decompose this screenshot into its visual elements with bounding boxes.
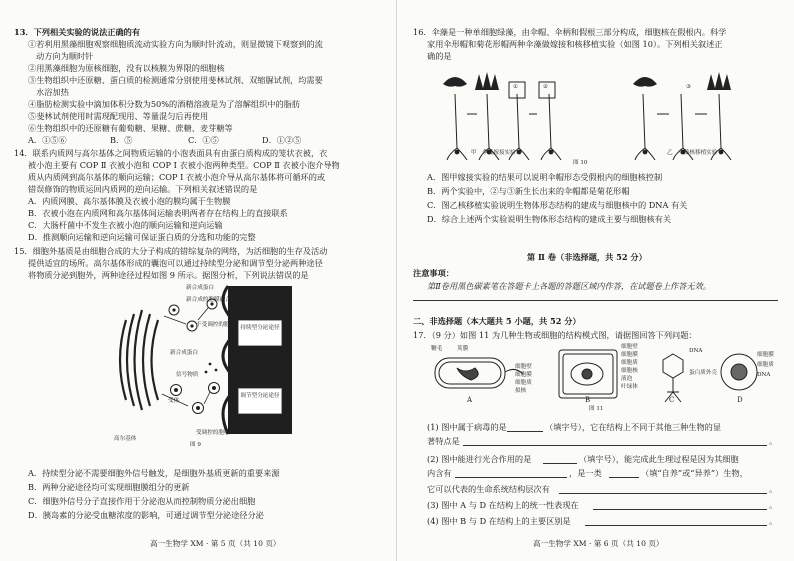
answer-blank[interactable] — [455, 477, 567, 478]
fig11-label: 细胞膜 — [515, 372, 532, 378]
section2-title: 二、非选择题（本大题共 5 小题，共 52 分） — [413, 316, 581, 326]
q17-2b-post: （填“自养”或“异养”）生物， — [641, 468, 748, 478]
fig11-letter-d: D — [737, 396, 743, 404]
q15-stem: 提供适宜的场所。高尔基体形成的囊泡可以通过持续型分泌和调节型分泌两种途径 — [28, 258, 323, 268]
fig11-label: 细胞质 — [757, 362, 774, 368]
q17-1-mid: （填字号），它在结构上不同于其他三种生物的显 — [545, 422, 722, 432]
q14-stem: 14．联系内质网与高尔基体之间物质运输的小泡表面具有由蛋白质构成的笼状衣被，衣 — [14, 148, 328, 158]
fig9-label: 受体 — [168, 398, 180, 404]
fig10-jia-label: 甲 伞藻嫁接实验 — [471, 150, 516, 156]
q13-option-c: C．①⑤ — [188, 135, 219, 145]
answer-blank[interactable] — [543, 463, 577, 464]
fig11-caption: 图 11 — [589, 406, 604, 412]
q15-stem: 将物质分泌到胞外，两种途径过程如图 9 所示。据图分析，下列说法错误的是 — [28, 270, 309, 280]
q14-stem: 错误修饰的物质运回内质网的逆向运输。下列相关叙述错误的是 — [28, 184, 258, 194]
fig11-label: 拟核 — [515, 388, 527, 394]
q14-option-c: C．大肠杆菌中不发生衣被小泡的顺向运输和逆向运输 — [28, 220, 223, 230]
fig11-label: 细胞膜 — [621, 352, 638, 358]
q14-stem: 质从内质网到高尔基体的顺向运输；COP Ⅰ 衣被小泡介导从高尔基体将可循环的或 — [28, 172, 326, 182]
fig11-letter-c: C — [669, 396, 675, 404]
q13-option-b: B．⑤ — [110, 135, 133, 145]
fig11-letter-b: B — [585, 396, 591, 404]
fig10-caption: 图 10 — [573, 160, 588, 166]
fig9-regulated-label: 调节型分泌途径 — [240, 393, 280, 399]
fig11-label: 叶绿体 — [621, 384, 638, 390]
fig11-label: 细胞质 — [621, 360, 638, 366]
fig11-label: 细胞核 — [621, 368, 638, 374]
divider — [413, 300, 778, 301]
fig11-label: DNA — [689, 348, 703, 354]
fig9-label: 不受调控的胞吐 — [196, 322, 236, 328]
q16-option-a: A．图甲嫁接实验的结果可以说明伞帽形态受假根内的细胞核控制 — [427, 172, 663, 182]
q15-option-b: B．两种分泌途径均可实现细胞膜组分的更新 — [28, 482, 190, 492]
fig11-label: 细胞壁 — [621, 344, 638, 350]
q13-stem: 13．下列相关实验的说法正确的有 — [14, 27, 141, 37]
fig9-label: 新合成蛋白 — [186, 285, 214, 291]
q17-3-pre: (3) 图中 A 与 D 在结构上的统一性表现在 — [427, 500, 579, 510]
q13-item: ②用黑藻细胞为原核细胞，没有以核膜为界限的细胞核 — [28, 63, 225, 73]
fig11-label: 细胞质 — [515, 380, 532, 386]
fig11-label: 蛋白质外壳 — [689, 370, 717, 376]
fig10-number: ③ — [686, 84, 692, 90]
fig11-label: 荚膜 — [457, 346, 469, 352]
q13-option-a: A．①⑤⑥ — [28, 135, 67, 145]
q17-2c-pre: 它可以代表的生命系统结构层次有 — [427, 484, 550, 494]
q15-stem: 15．细胞外基质是由细胞合成的大分子构成的错综复杂的网络，为活细胞的生存及活动 — [14, 246, 328, 256]
q15-option-a: A．持续型分泌不需要细胞外信号触发，是细胞外基质更新的重要来源 — [28, 468, 280, 478]
q17-1-pre: (1) 图中属于病毒的是 — [427, 422, 507, 432]
page-6 — [397, 0, 794, 561]
q16-stem: 家用伞形帽和菊花形帽两种伞藻做嫁接和核移植实验（如图 10）。下列相关叙述正 — [427, 39, 723, 49]
q13-item: ③生物组织中还原糖、蛋白质的检测通常分别使用斐林试剂、双缩脲试剂，均需要 — [28, 75, 323, 85]
q14-option-d: D．推测顺向运输和逆向运输可保证蛋白质的分选和功能的完整 — [28, 232, 256, 242]
figure-10-illustration — [437, 64, 757, 164]
q17-2-pre: (2) 图中能进行光合作用的是 — [427, 454, 532, 464]
q17-2-mid: （填字号），能完成此生理过程是因为其细胞 — [579, 454, 739, 464]
part2-title: 第 Ⅱ 卷（非选择题，共 52 分） — [527, 252, 647, 262]
answer-blank[interactable] — [609, 477, 639, 478]
fig11-label: 鞭毛 — [431, 346, 443, 352]
page-footer: 高一生物学 XM · 第 5 页（共 10 页） — [150, 539, 281, 548]
q13-item: ④脂肪检测实验中滴加体积分数为50%的酒精溶液是为了溶解组织中的脂肪 — [28, 99, 301, 109]
q17-4-pre: (4) 图中 B 与 D 在结构上的主要区别是 — [427, 516, 571, 526]
q15-option-c: C．细胞外信号分子直接作用于分泌泡从而控制物质分泌出细胞 — [28, 496, 256, 506]
fig9-label: 受调控的胞吐 — [196, 430, 230, 436]
q16-option-b: B．两个实验中，②与③新生长出来的伞帽都是菊花形帽 — [427, 186, 630, 196]
q17-4-post: 。 — [769, 516, 778, 526]
fig9-caption: 图 9 — [190, 442, 201, 448]
q13-item: ⑥生物组织中的还原糖有葡萄糖、果糖、蔗糖、麦芽糖等 — [28, 123, 233, 133]
fig11-letter-a: A — [467, 396, 473, 404]
notice-title: 注意事项： — [413, 268, 454, 278]
fig11-label: 细胞壁 — [515, 364, 532, 370]
fig9-constitutive-label: 持续型分泌途径 — [240, 325, 280, 331]
q14-stem: 被小泡主要有 COP Ⅱ 衣被小泡和 COP Ⅰ 衣被小泡两种类型。COP Ⅱ 衣被小泡介导物 — [28, 160, 340, 170]
answer-blank[interactable] — [593, 509, 767, 510]
fig10-number: ② — [543, 84, 549, 90]
fig10-number: ① — [513, 84, 519, 90]
fig11-label: 液泡 — [621, 376, 633, 382]
fig9-label: 新合成的胞膜融合 — [186, 297, 231, 303]
page-footer: 高一生物学 XM · 第 6 页（共 10 页） — [533, 539, 664, 548]
fig11-label: DNA — [757, 372, 771, 378]
fig9-label: 新合成蛋白 — [170, 350, 198, 356]
q16-option-c: C．图乙核移植实验说明生物体形态结构的建成与细胞核中的 DNA 有关 — [427, 200, 688, 210]
notice-text: 第Ⅱ卷用黑色碳素笔在答题卡上各题的答题区域内作答，在试题卷上作答无效。 — [427, 281, 711, 291]
answer-blank[interactable] — [507, 431, 543, 432]
q17-3-post: 。 — [769, 500, 778, 510]
q14-option-a: A．内质网膜、高尔基体膜及衣被小泡的膜均属于生物膜 — [28, 196, 231, 206]
fig10-yi-label: 乙 伞藻核移植实验 — [667, 150, 718, 156]
q15-option-d: D．胰岛素的分泌受血糖浓度的影响，可通过调节型分泌途径分泌 — [28, 510, 264, 520]
answer-blank[interactable] — [585, 525, 767, 526]
q16-stem: 确的是 — [427, 51, 452, 61]
figure-9-illustration — [100, 280, 300, 446]
q17-2b-pre: 内含有 — [427, 468, 452, 478]
q17-2c-post: 。 — [769, 484, 778, 494]
q17-stem: 17．（9 分）如图 11 为几种生物或细胞的结构模式图，请据图回答下列问题： — [413, 330, 697, 340]
q17-1b-post: 。 — [769, 436, 778, 446]
q14-option-b: B．衣被小泡在内质网和高尔基体间运输表明两者存在结构上的直接联系 — [28, 208, 288, 218]
fig9-golgi-label: 高尔基体 — [114, 436, 137, 442]
q17-1b-pre: 著特点是 — [427, 436, 460, 446]
q13-option-d: D．①②⑤ — [262, 135, 302, 145]
q16-stem: 16．伞藻是一种单细胞绿藻，由伞帽、伞柄和假根三部分构成，细胞核在假根内。科学 — [413, 27, 727, 37]
q16-option-d: D．综合上述两个实验说明生物体形态结构的建成主要与细胞核有关 — [427, 214, 672, 224]
q13-item: 水浴加热 — [36, 87, 69, 97]
answer-blank[interactable] — [463, 445, 767, 446]
answer-blank[interactable] — [559, 493, 767, 494]
q13-item: ⑤斐林试剂使用时需现配现用、等量混匀后再使用 — [28, 111, 209, 121]
fig9-label: 信号物质 — [176, 372, 199, 378]
q17-2b-mid: ，是一类 — [569, 468, 602, 478]
q13-item: 动方向为顺时针 — [36, 51, 94, 61]
q13-item: ①若利用黑藻细胞观察细胞质流动实验方向为顺时针流动，则显微镜下观察到的流 — [28, 39, 323, 49]
fig11-label: 细胞膜 — [757, 352, 774, 358]
